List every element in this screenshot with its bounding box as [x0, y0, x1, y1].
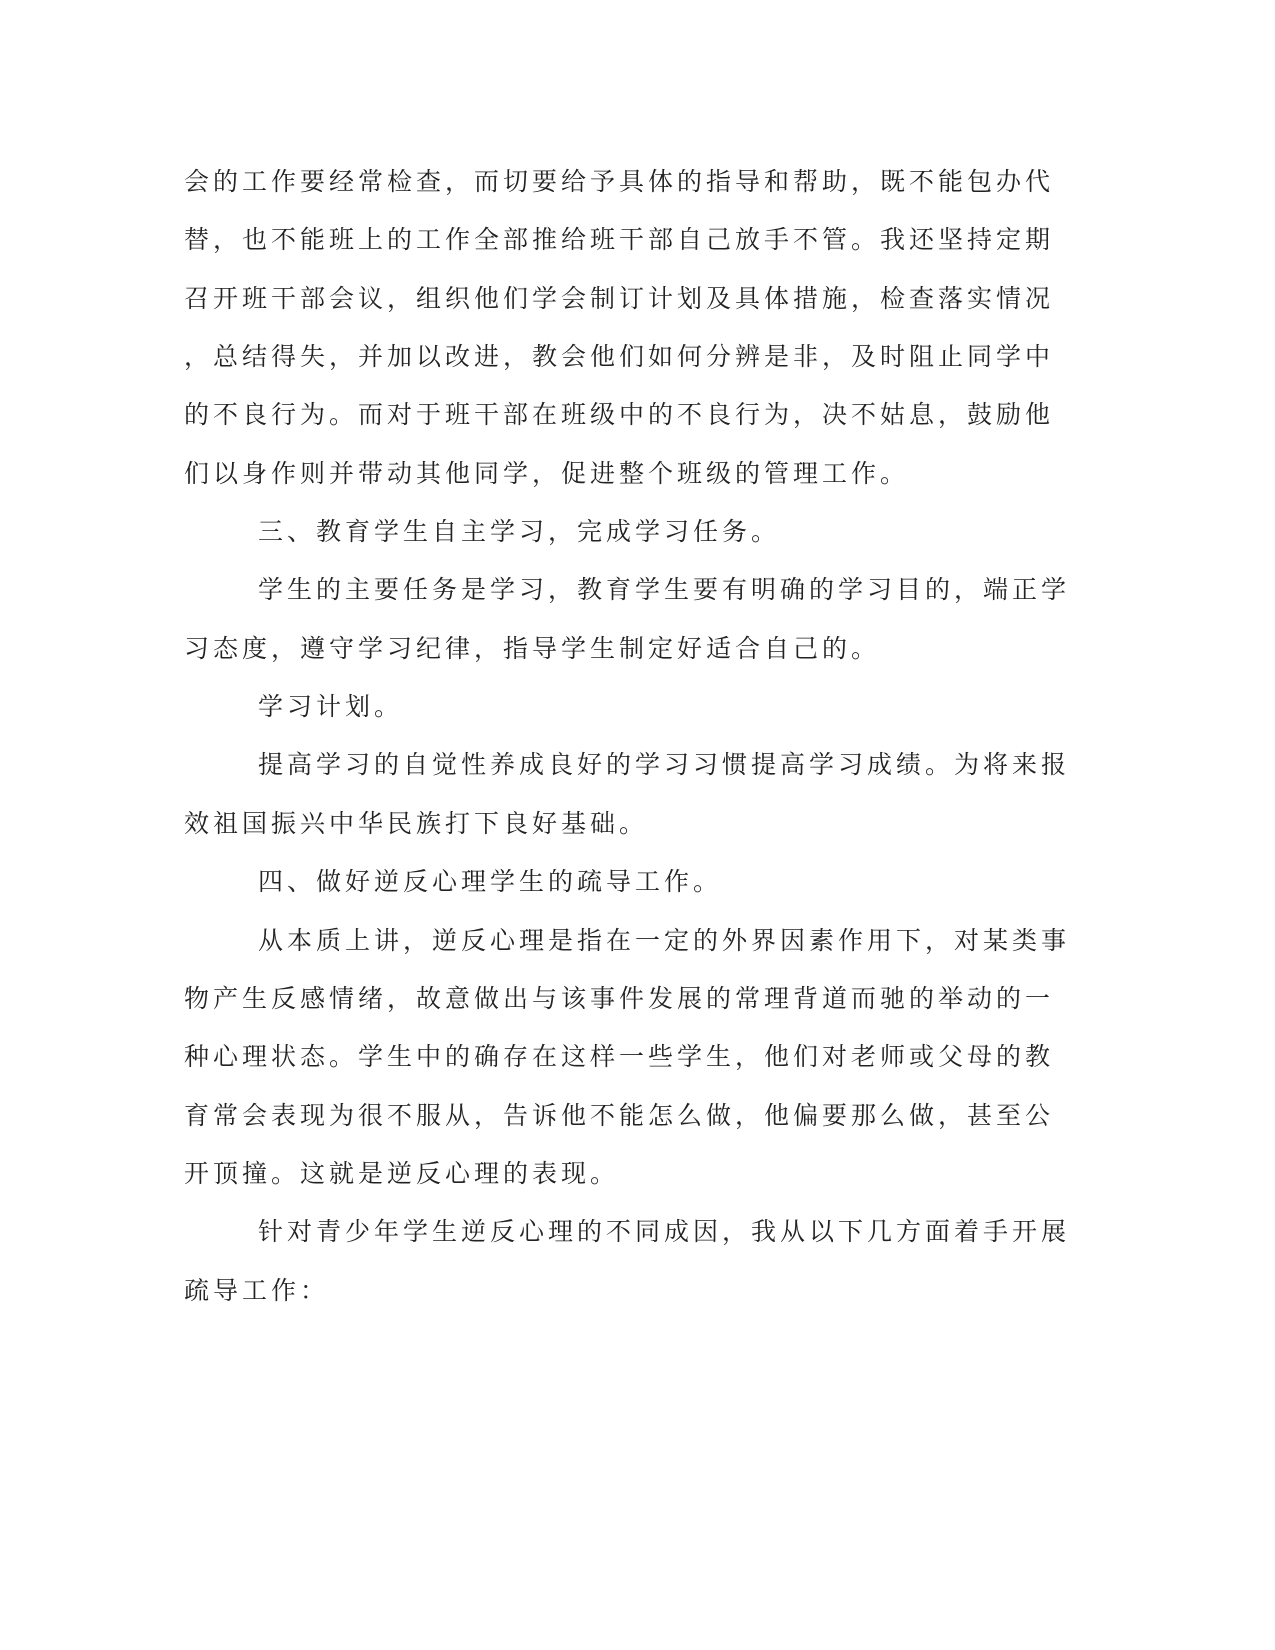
text-line: 会的工作要经常检查，而切要给予具体的指导和帮助，既不能包办代 — [184, 167, 1055, 196]
text-line: 们以身作则并带动其他同学，促进整个班级的管理工作。 — [184, 459, 910, 488]
text-line: 种心理状态。学生中的确存在这样一些学生，他们对老师或父母的教 — [184, 1042, 1055, 1071]
text-line: 召开班干部会议，组织他们学会制订计划及具体措施，检查落实情况 — [184, 284, 1055, 313]
text-line: 习态度，遵守学习纪律，指导学生制定好适合自己的。 — [184, 634, 881, 663]
text-line: ，总结得失，并加以改进，教会他们如何分辨是非，及时阻止同学中 — [184, 342, 1055, 371]
text-line: 效祖国振兴中华民族打下良好基础。 — [184, 809, 649, 838]
text-line: 替，也不能班上的工作全部推给班干部自己放手不管。我还坚持定期 — [184, 225, 1055, 254]
section-heading: 四、做好逆反心理学生的疏导工作。 — [258, 867, 723, 896]
section-heading: 三、教育学生自主学习，完成学习任务。 — [258, 517, 781, 546]
text-line: 育常会表现为很不服从，告诉他不能怎么做，他偏要那么做，甚至公 — [184, 1101, 1055, 1130]
text-line: 提高学习的自觉性养成良好的学习习惯提高学习成绩。为将来报 — [258, 750, 1071, 779]
text-line: 学习计划。 — [258, 692, 404, 721]
text-line: 针对青少年学生逆反心理的不同成因，我从以下几方面着手开展 — [258, 1217, 1071, 1246]
text-line: 疏导工作： — [184, 1276, 330, 1305]
text-line: 学生的主要任务是学习，教育学生要有明确的学习目的，端正学 — [258, 575, 1071, 604]
text-line: 开顶撞。这就是逆反心理的表现。 — [184, 1159, 620, 1188]
text-line: 从本质上讲，逆反心理是指在一定的外界因素作用下，对某类事 — [258, 926, 1071, 955]
text-line: 物产生反感情绪，故意做出与该事件发展的常理背道而驰的举动的一 — [184, 984, 1055, 1013]
text-line: 的不良行为。而对于班干部在班级中的不良行为，决不姑息，鼓励他 — [184, 400, 1055, 429]
